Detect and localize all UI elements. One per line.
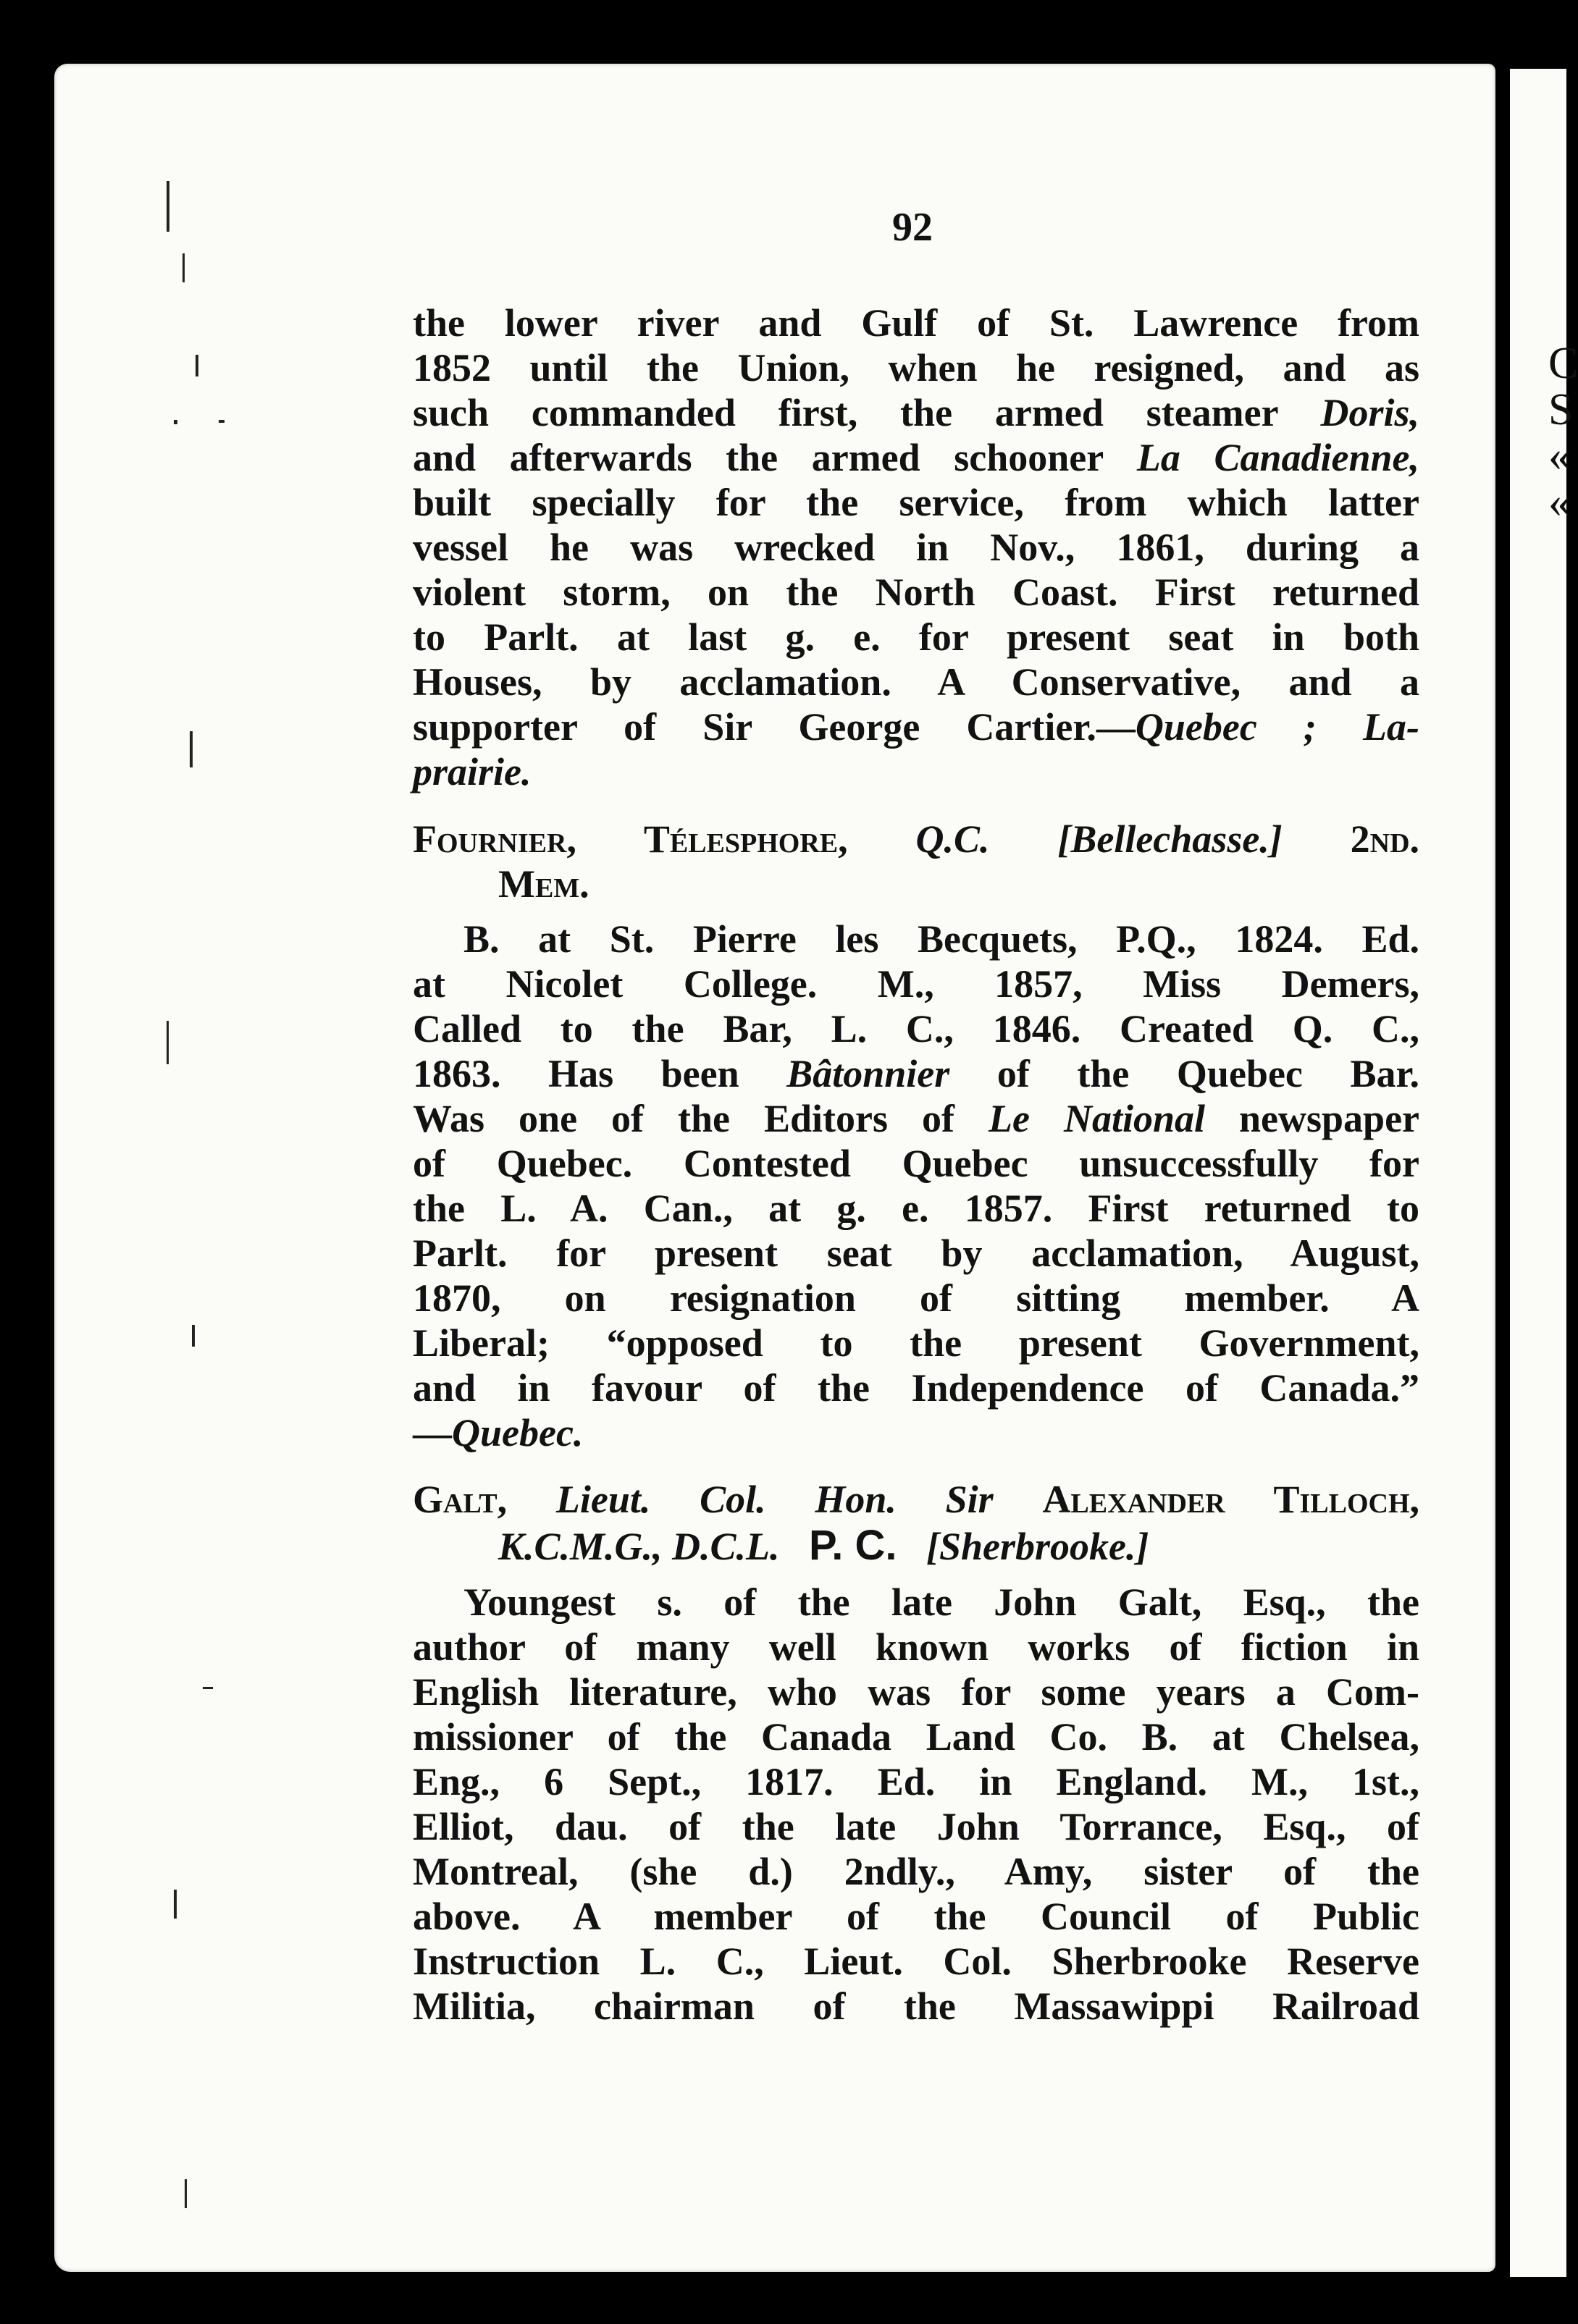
- entry-line: Liberal; “opposed to the present Government,: [413, 1321, 1419, 1365]
- entry-line: built specially for the service, from which latter: [413, 481, 1419, 524]
- entry-line: Instruction L. C., Lieut. Col. Sherbrooke Reserve: [413, 1940, 1419, 1983]
- entry-line: prairie.: [413, 750, 532, 793]
- ship-name: La Canadienne,: [1136, 436, 1420, 479]
- entry-line: 1852 until the Union, when he resigned, and as: [413, 346, 1419, 390]
- member-honour: Q.C.: [915, 817, 990, 861]
- entry-line: [413, 1096, 1419, 1141]
- entry-line: [413, 704, 1419, 749]
- entry-line: [413, 1410, 1419, 1455]
- gutter-specks: [58, 80, 224, 2252]
- entry-line: at Nicolet College. M., 1857, Miss Demers,: [413, 962, 1419, 1006]
- entry-line: violent storm, on the North Coast. First returned: [413, 571, 1419, 614]
- entry-heading-cont: Mem.: [498, 862, 589, 906]
- entry-text: —: [413, 1411, 452, 1454]
- entry-line: B. at St. Pierre les Becquets, P.Q., 1824. Ed.: [463, 917, 1419, 961]
- entry-line: Elliot, dau. of the late John Torrance, Esq., of: [413, 1805, 1419, 1848]
- entry-line: Militia, chairman of the Massawippi Railroad: [413, 1984, 1419, 2028]
- constituency-ref: Quebec ; La-: [1135, 705, 1419, 749]
- member-name: Fournier, Télesphore,: [413, 817, 848, 861]
- entry-heading: [413, 1477, 1419, 1522]
- entry-text: such commanded first, the armed steamer: [413, 391, 1278, 434]
- member-honour: K.C.M.G., D.C.L.: [498, 1525, 780, 1568]
- entry-line: to Parlt. at last g. e. for present seat in both: [413, 615, 1419, 659]
- member-honour: P. C.: [809, 1522, 897, 1569]
- entry-heading-cont: [498, 1523, 1419, 1569]
- member-name: Alexander Tilloch,: [1042, 1478, 1419, 1521]
- member-riding: [Bellechasse.]: [1057, 817, 1283, 861]
- entry-line: the lower river and Gulf of St. Lawrence from: [413, 301, 1419, 345]
- entry-heading: [413, 817, 1419, 862]
- entry-line: [413, 390, 1419, 435]
- entry-line: Youngest s. of the late John Galt, Esq., the: [463, 1580, 1419, 1624]
- entry-text: 1863. Has been: [413, 1052, 739, 1095]
- ship-name: Doris,: [1320, 391, 1419, 434]
- entry-text: newspaper: [1239, 1097, 1420, 1140]
- member-riding: [Sherbrooke.]: [926, 1525, 1149, 1568]
- title-term: Bâtonnier: [786, 1052, 950, 1095]
- entry-line: Houses, by acclamation. A Conservative, and a: [413, 660, 1419, 704]
- entry-text: and afterwards the armed schooner: [413, 436, 1104, 479]
- member-title: Lieut. Col. Hon. Sir: [555, 1478, 994, 1521]
- member-name: Galt,: [413, 1478, 508, 1521]
- entry-line: Eng., 6 Sept., 1817. Ed. in England. M., 1st.,: [413, 1760, 1419, 1803]
- facing-page-letters: C S « «: [1548, 339, 1578, 527]
- entry-line: [413, 435, 1419, 480]
- entry-line: Called to the Bar, L. C., 1846. Created Q. C.,: [413, 1007, 1419, 1051]
- entry-line: missioner of the Canada Land Co. B. at Chelsea,: [413, 1715, 1419, 1759]
- entry-line: English literature, who was for some years a Com-: [413, 1670, 1419, 1714]
- entry-line: of Quebec. Contested Quebec unsuccessfully for: [413, 1142, 1419, 1185]
- entry-text: supporter of Sir George Cartier.—: [413, 705, 1136, 749]
- entry-line: [413, 1051, 1419, 1096]
- entry-line: and in favour of the Independence of Canada.”: [413, 1366, 1419, 1410]
- entry-line: the L. A. Can., at g. e. 1857. First returned to: [413, 1187, 1419, 1230]
- entry-line: vessel he was wrecked in Nov., 1861, during a: [413, 526, 1419, 569]
- entry-text: of the Quebec Bar.: [996, 1052, 1419, 1095]
- entry-line: Parlt. for present seat by acclamation, August,: [413, 1232, 1419, 1275]
- newspaper-name: Le National: [989, 1097, 1205, 1140]
- member-seat: 2nd.: [1350, 817, 1420, 861]
- constituency-ref: Quebec.: [452, 1411, 584, 1454]
- entry-line: 1870, on resignation of sitting member. A: [413, 1276, 1419, 1320]
- entry-text: Was one of the Editors of: [413, 1097, 954, 1140]
- entry-line: Montreal, (she d.) 2ndly., Amy, sister of the: [413, 1850, 1419, 1893]
- entry-line: author of many well known works of fiction in: [413, 1625, 1419, 1669]
- page-number: 92: [892, 205, 933, 250]
- entry-line: above. A member of the Council of Public: [413, 1895, 1419, 1938]
